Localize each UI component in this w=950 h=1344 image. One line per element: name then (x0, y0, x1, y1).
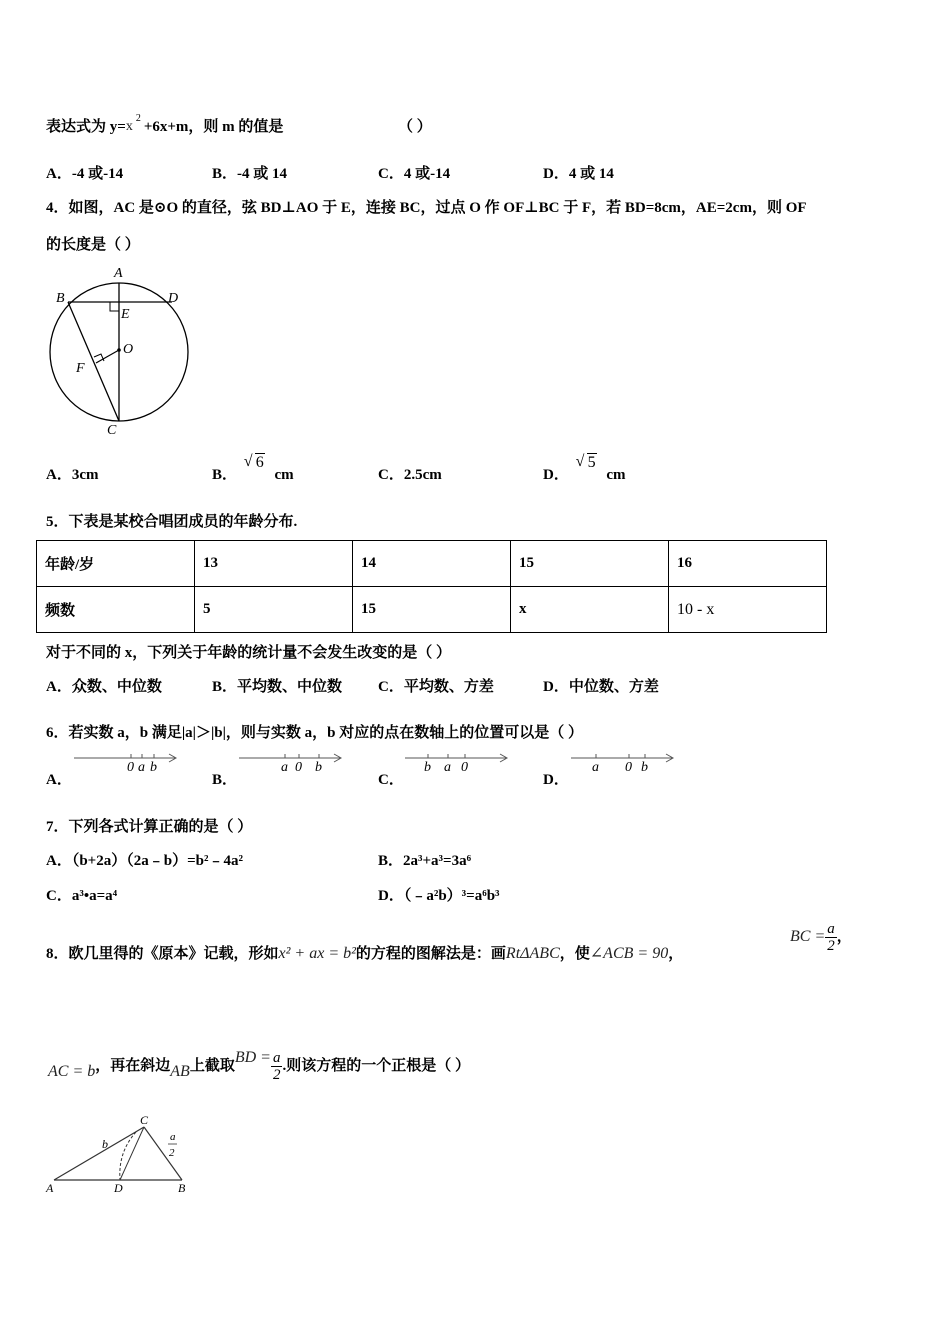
fraction-a-over-2: $\frac{a}{2}$ (827, 921, 835, 954)
q6-option-d[interactable]: D． (543, 772, 569, 788)
table-cell: 15 (353, 587, 511, 633)
equation: x² + ax = b² (278, 945, 356, 962)
label-side-2: 2 (169, 1147, 175, 1159)
table-cell: 频数 (37, 587, 195, 633)
q3-stem: 表达式为 y= x 2 +6x+m，则 m 的值是 (46, 113, 284, 135)
angle-expression: ∠ACB = 90 (589, 945, 669, 962)
q4-circle-diagram (40, 262, 200, 437)
ac-expression: AC = b (48, 1062, 96, 1080)
table-cell: 10 - x (669, 587, 827, 633)
tick-label: b (150, 760, 157, 774)
table-cell: 5 (195, 587, 353, 633)
q6-option-c[interactable]: C． (378, 772, 404, 788)
q4-stem-line2: 的长度是（ ） (46, 237, 140, 253)
table-cell: 15 (511, 541, 669, 587)
label-c: C (107, 423, 117, 437)
q7-option-a[interactable]: A．（b+2a）（2a﹣b）=b²﹣4a² (46, 853, 243, 869)
q3-answer-paren: （ ） (398, 119, 432, 135)
label-side-a: a (170, 1131, 176, 1143)
q3-option-c[interactable]: C．4 或-14 (378, 166, 451, 182)
label-e: E (121, 307, 130, 322)
q5-option-b[interactable]: B．平均数、中位数 (212, 679, 343, 695)
tick-label: a (444, 760, 451, 774)
q4-option-d[interactable]: D． √ 5 cm (543, 453, 626, 483)
tick-label: a (592, 760, 599, 774)
q5-option-a[interactable]: A．众数、中位数 (46, 679, 162, 695)
tick-label: 0 (461, 760, 468, 774)
label-d: D (168, 291, 179, 306)
table-cell: 年龄/岁 (37, 541, 195, 587)
label-d: D (114, 1181, 123, 1195)
number-line-a (72, 748, 180, 774)
sqrt-5: √ 5 (575, 453, 596, 471)
q5-option-c[interactable]: C．平均数、方差 (378, 679, 494, 695)
table-cell: 16 (669, 541, 827, 587)
q8-triangle-diagram (44, 1112, 194, 1196)
table-cell: 13 (195, 541, 353, 587)
age-distribution-table (36, 540, 827, 633)
tick-label: b (424, 760, 431, 774)
q7-stem: 7．下列各式计算正确的是（ ） (46, 819, 253, 835)
tick-label: b (641, 760, 648, 774)
q3-option-b[interactable]: B．-4 或 14 (212, 166, 288, 182)
q8-stem-line1: 8．欧几里得的《原本》记载，形如x² + ax = b²的方程的图解法是：画RtΔABC，使∠ACB = 90， (46, 945, 684, 962)
label-side-b: b (102, 1137, 108, 1151)
tick-label: a (281, 760, 288, 774)
q6-option-b[interactable]: B． (212, 772, 238, 788)
label-b: B (178, 1181, 186, 1195)
number-line-c (403, 748, 511, 774)
side-bc (144, 1127, 182, 1180)
table-row (37, 541, 827, 587)
number-line-b (237, 748, 345, 774)
label-c: C (140, 1113, 149, 1127)
tick-label: 0 (625, 760, 632, 774)
q3-option-d[interactable]: D．4 或 14 (543, 166, 614, 182)
q4-stem-line1: 4．如图，AC 是⊙O 的直径，弦 BD⊥AO 于 E，连接 BC，过点 O 作 OF⊥BC 于 F，若 BD=8cm，AE=2cm，则 OF (46, 200, 807, 216)
q4-option-c[interactable]: C．2.5cm (378, 467, 442, 483)
sqrt-6: √ 6 (243, 453, 264, 471)
q6-option-a[interactable]: A． (46, 772, 72, 788)
tick-label: 0 (127, 760, 134, 774)
fraction-a-over-2: $\frac{a}{2}$ (272, 1050, 281, 1083)
right-angle-mark-e (110, 302, 119, 311)
side-ac (54, 1127, 144, 1180)
q4-option-a[interactable]: A．3cm (46, 467, 99, 483)
label-a: A (46, 1181, 54, 1195)
q4-option-b[interactable]: B． √ 6 cm (212, 453, 294, 483)
bc-expression: BC = $\frac{a}{2}$ ， (790, 921, 852, 954)
number-line-d (569, 748, 677, 774)
table-row (37, 587, 827, 633)
label-f: F (76, 361, 85, 376)
q7-option-b[interactable]: B．2a³+a³=3a⁶ (378, 853, 472, 869)
q6-stem: 6．若实数 a，b 满足|a|＞|b|，则与实数 a，b 对应的点在数轴上的位置可以是（ ） (46, 725, 583, 741)
q7-option-c[interactable]: C．a³•a=a⁴ (46, 888, 118, 904)
center-point (117, 348, 121, 352)
q5-stem: 5．下表是某校合唱团成员的年龄分布. (46, 514, 298, 530)
q3-option-a[interactable]: A．-4 或-14 (46, 166, 124, 182)
label-a: A (114, 266, 123, 281)
table-cell: x (511, 587, 669, 633)
tick-label: 0 (295, 760, 302, 774)
label-b: B (56, 291, 65, 306)
q8-stem-line2: AC = b，再在斜边AB上截取BD = $\frac{a}{2}$ .则该方程的一个正根是（ ） (48, 1048, 470, 1083)
tick-label: a (138, 760, 145, 774)
triangle-name: RtΔABC (505, 945, 560, 962)
q5-option-d[interactable]: D．中位数、方差 (543, 679, 659, 695)
q5-question: 对于不同的 x，下列关于年龄的统计量不会发生改变的是（ ） (46, 645, 452, 661)
segment-of (96, 350, 119, 363)
q7-option-d[interactable]: D．（﹣a²b）³=a⁶b³ (378, 888, 500, 904)
tick-label: b (315, 760, 322, 774)
label-o: O (123, 342, 134, 357)
hypotenuse-ab: AB (170, 1062, 190, 1080)
table-cell: 14 (353, 541, 511, 587)
